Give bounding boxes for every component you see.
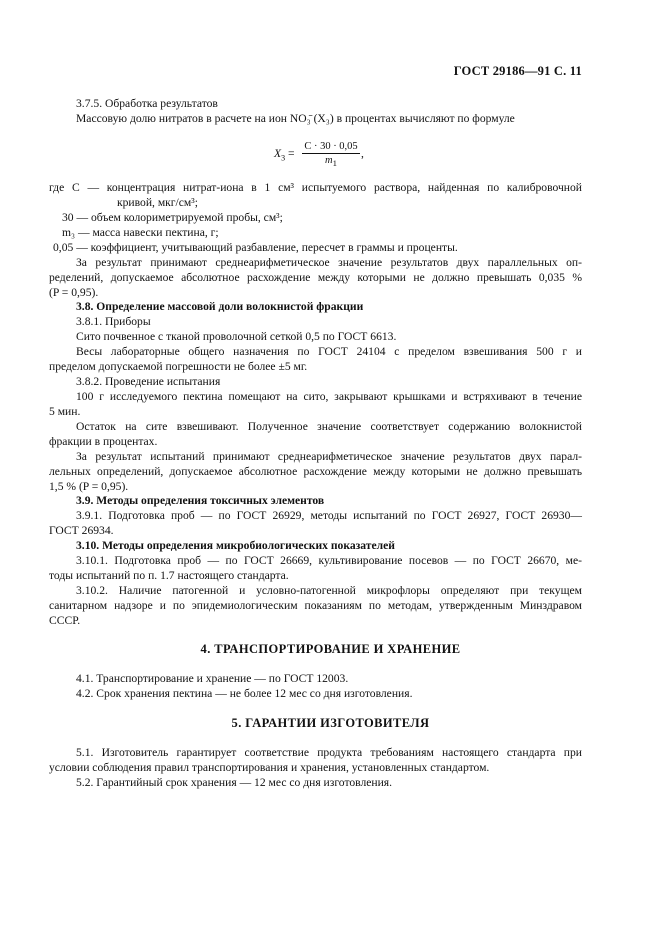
text-line: 30 — объем колориметрируемой пробы, см³;: [62, 211, 283, 224]
text-line: 3.10.1. Подготовка проб — по ГОСТ 26669, культивирование посевов — по ГОСТ 26670, ме-: [76, 554, 582, 567]
text-line: ГОСТ 26934.: [49, 524, 114, 537]
text-line: 100 г исследуемого пектина помещают на сито, закрывают крышками и встряхивают в течение: [76, 390, 582, 403]
text-line: условии соблюдения правил транспортирования и хранения, установленных стандартом.: [49, 761, 490, 774]
text-line: За результат испытаний принимают среднеарифметическое значение результатов двух парал-: [76, 450, 582, 463]
formula-numerator: C · 30 · 0,05: [302, 141, 360, 154]
text-line: 4.1. Транспортирование и хранение — по ГОСТ 12003.: [76, 672, 349, 685]
text-line: пределом допускаемой погрешности не более ±5 мг.: [49, 360, 308, 373]
section-heading: 3.8. Определение массовой доли волокнистой фракции: [76, 300, 364, 313]
text-line: Остаток на сите взвешивают. Полученное значение соответствует содержанию волокнистой: [76, 420, 582, 433]
text-line: m₃ — масса навески пектина, г;: [62, 226, 219, 239]
formula-denominator: m: [325, 155, 333, 166]
text-line: 3.7.5. Обработка результатов: [76, 97, 218, 110]
text-line: Сито почвенное с тканой проволочной сеткой 0,5 по ГОСТ 6613.: [76, 330, 397, 343]
text-line: Весы лабораторные общего назначения по ГОСТ 24104 с пределом взвешивания 500 г и: [76, 345, 582, 358]
text-line: 5.1. Изготовитель гарантирует соответствие продукта требованиям настоящего стандарта при: [76, 746, 582, 759]
text-line: кривой, мкг/см³;: [117, 196, 198, 209]
section-heading: 3.9. Методы определения токсичных элементов: [76, 494, 325, 507]
text-line: СССР.: [49, 614, 81, 627]
section-heading: 3.10. Методы определения микробиологических показателей: [76, 539, 395, 552]
text-line: где C — концентрация нитрат-иона в 1 см³ испытуемого раствора, найденная по калибровочной: [49, 181, 582, 194]
formula: [274, 141, 384, 171]
formula-denominator-sub: 1: [332, 158, 337, 169]
text-line: Массовую долю нитратов в расчете на ион NO₃̄ (X₃) в процентах вычисляют по формуле: [76, 112, 515, 125]
text-line: 1,5 % (P = 0,95).: [49, 480, 129, 493]
text-line: 5.2. Гарантийный срок хранения — 12 мес со дня изготовления.: [76, 776, 393, 789]
text-line: За результат принимают среднеарифметическое значение результатов двух параллельных оп-: [76, 256, 582, 269]
text-line: 3.10.2. Наличие патогенной и условно-патогенной микрофлоры определяют при текущем: [76, 584, 582, 597]
text-line: 5 мин.: [49, 405, 81, 418]
text-line: фракции в процентах.: [49, 435, 158, 448]
formula-trail: ,: [361, 147, 364, 160]
section-5-title: 5. ГАРАНТИИ ИЗГОТОВИТЕЛЯ: [231, 716, 430, 730]
formula-eq: =: [288, 147, 295, 160]
section-4-title: 4. ТРАНСПОРТИРОВАНИЕ И ХРАНЕНИЕ: [200, 642, 461, 656]
text-line: тоды испытаний по п. 1.7 настоящего стандарта.: [49, 569, 289, 582]
formula-lhs-sub: 3: [281, 153, 286, 163]
formula-lhs: X: [274, 147, 282, 160]
page-header: ГОСТ 29186—91 С. 11: [453, 64, 582, 78]
text-line: ределений, допускаемое абсолютное расхождение между которыми не должно превышать 0,035 %: [49, 271, 582, 284]
text-line: 0,05 — коэффициент, учитывающий разбавление, пересчет в граммы и проценты.: [53, 241, 458, 254]
text-line: лельных определений, допускаемое абсолютное расхождение между которыми не должно превышать: [49, 465, 582, 478]
text-line: (P = 0,95).: [49, 286, 99, 299]
text-line: санитарном надзоре и по эпидемиологическим показаниям по методам, утвержденным Минздравом: [49, 599, 582, 612]
text-line: 4.2. Срок хранения пектина — не более 12 мес со дня изготовления.: [76, 687, 413, 700]
text-line: 3.8.2. Проведение испытания: [76, 375, 221, 388]
text-line: 3.8.1. Приборы: [76, 315, 151, 328]
text-line: 3.9.1. Подготовка проб — по ГОСТ 26929, методы испытаний по ГОСТ 26927, ГОСТ 26930—: [76, 509, 582, 522]
